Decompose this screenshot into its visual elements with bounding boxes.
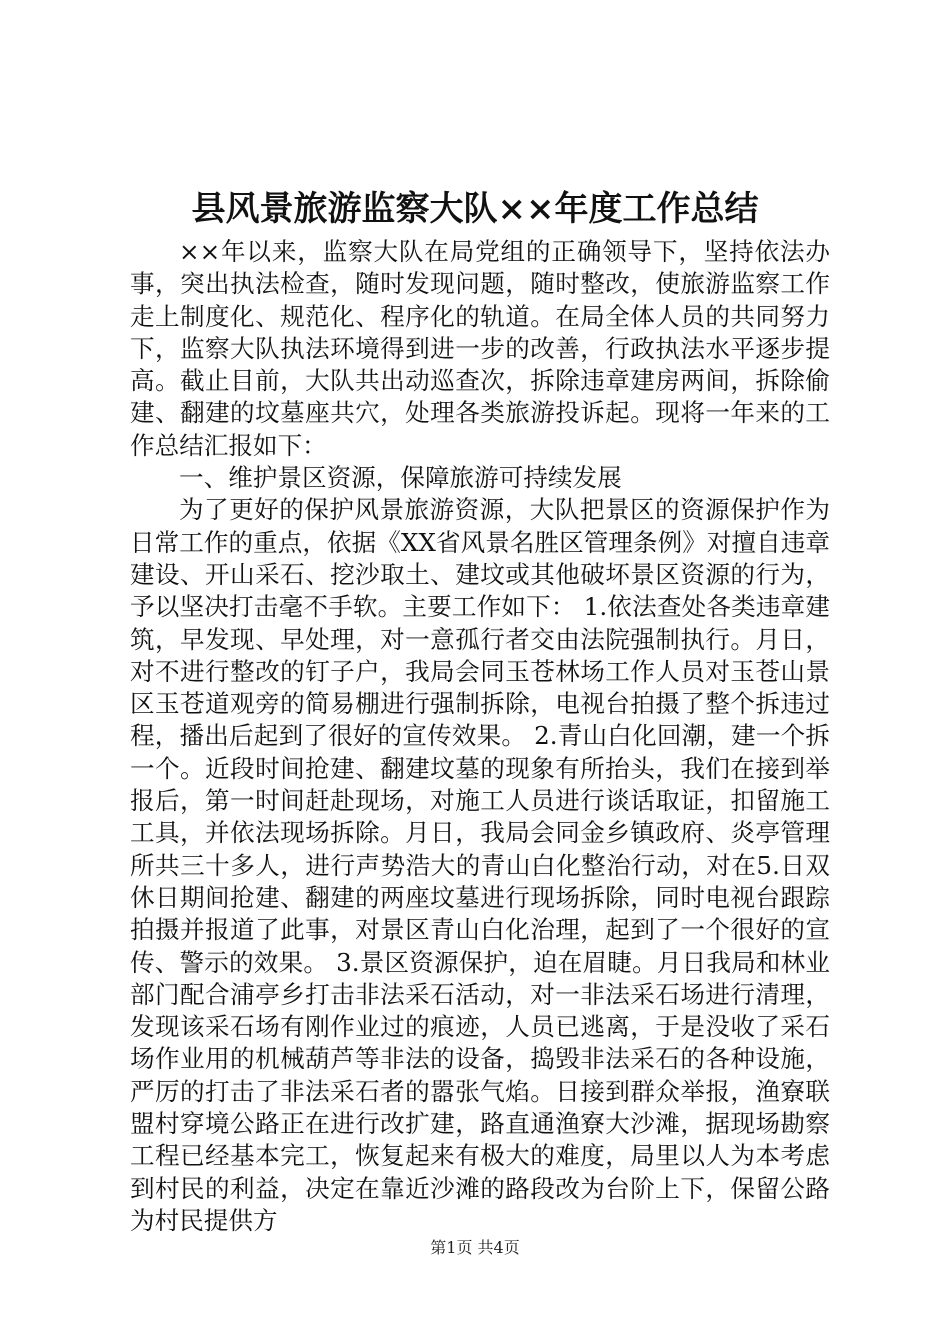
paragraph-section-1: 为了更好的保护风景旅游资源，大队把景区的资源保护作为日常工作的重点，依据《XX省风景名胜区管理条例》对擅自违章建设、开山采石、挖沙取土、建坟或其他破坏景区资源的行为，予以坚决打击毫不手软。主要工作如下： 1.依法查处各类违章建筑，早发现、早处理，对一意孤行者交由法院强制执行。月日，对不进行整改的钉子户，我局会同玉苍林场工作人员对玉苍山景区玉苍道观旁的简易棚进行强制拆除，电视台拍摄了整个拆违过程，播出后起到了很好的宣传效果。 2.青山白化回潮，建一个拆一个。近段时间抢建、翻建坟墓的现象有所抬头，我们在接到举报后，第一时间赶赴现场，对施工人员进行谈话取证，扣留施工工具，并依法现场拆除。月日，我局会同金乡镇政府、炎亭管理所共三十多人，进行声势浩大的青山白化整治行动，对在5.日双休日期间抢建、翻建的两座坟墓进行现场拆除，同时电视台跟踪拍摄并报道了此事，对景区青山白化治理，起到了一个很好的宣传、警示的效果。 3.景区资源保护，迫在眉睫。月日我局和林业部门配合浦亭乡打击非法采石活动，对一非法采石场进行清理，发现该采石场有刚作业过的痕迹，人员已逃离，于是没收了采石场作业用的机械葫芦等非法的设备，捣毁非法采石的各种设施，严厉的打击了非法采石者的嚣张气焰。日接到群众举报，渔寮联盟村穿境公路正在进行改扩建，路直通渔寮大沙滩，据现场勘察工程已经基本完工，恢复起来有极大的难度，局里以人为本考虑到村民的利益，决定在靠近沙滩的路段改为台阶上下，保留公路为村民提供方 <box>130 495 830 1235</box>
page-number-footer: 第1页 共4页 <box>430 1238 520 1257</box>
section-heading-1: 一、维护景区资源，保障旅游可持续发展 <box>179 463 622 493</box>
paragraph-intro: ××年以来，监察大队在局党组的正确领导下，坚持依法办事，突出执法检查，随时发现问题，随时整改，使旅游监察工作走上制度化、规范化、程序化的轨道。在局全体人员的共同努力下，监察大队执法环境得到进一步的改善，行政执法水平逐步提高。截止目前，大队共出动巡查次，拆除违章建房两间，拆除偷建、翻建的坟墓座共穴，处理各类旅游投诉起。现将一年来的工作总结汇报如下： <box>130 237 830 460</box>
document-body <box>130 236 830 1237</box>
document-title: 县风景旅游监察大队××年度工作总结 <box>191 189 759 229</box>
